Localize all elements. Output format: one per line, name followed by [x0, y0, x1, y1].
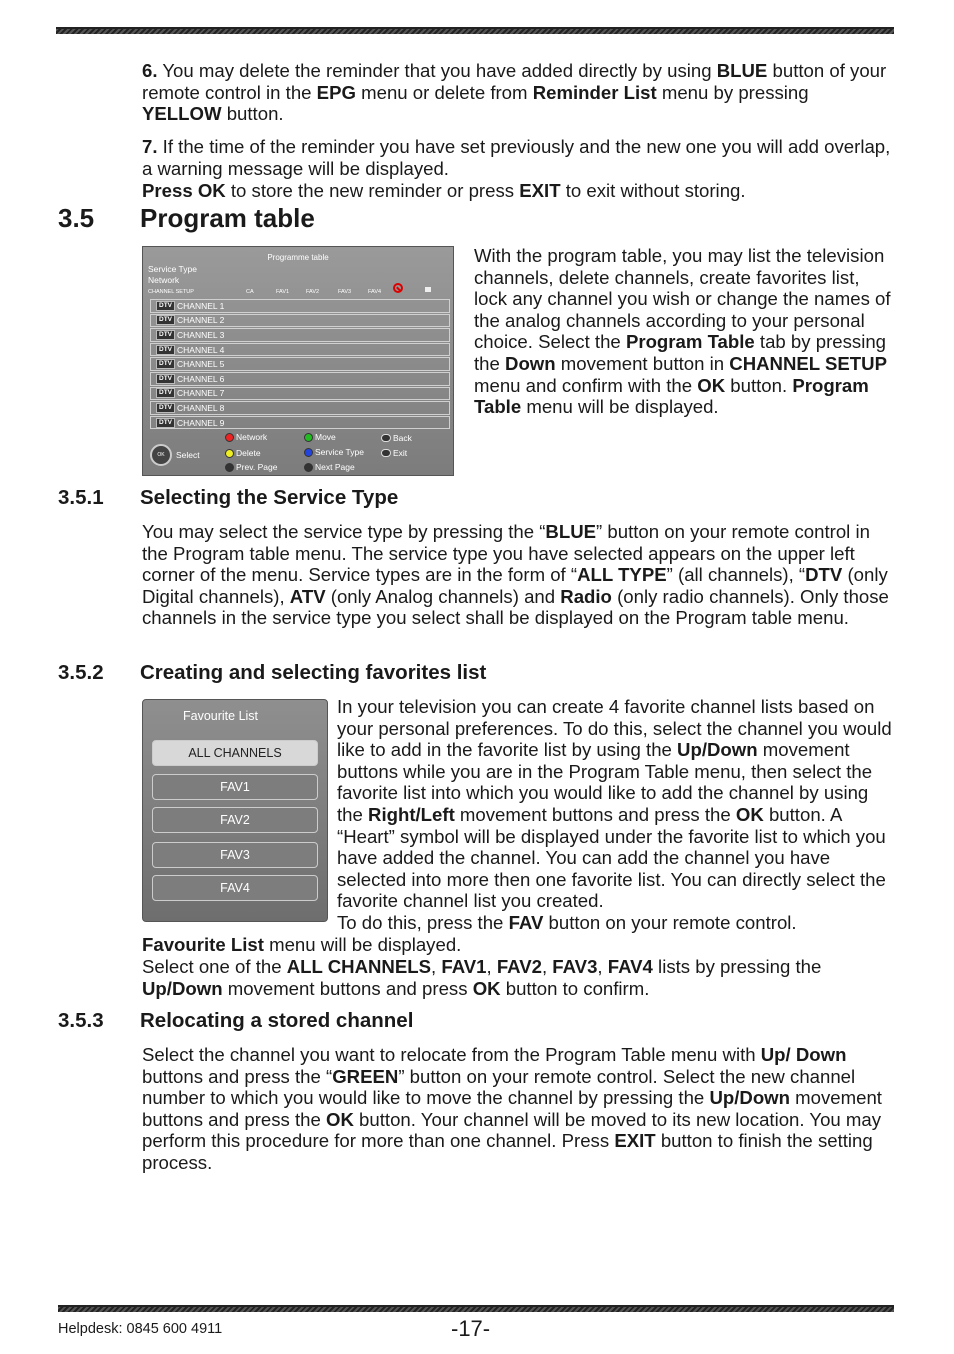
- text-run: EXIT: [614, 1130, 656, 1152]
- favorites-fav-button-text: [337, 912, 893, 934]
- lock-icon: [425, 287, 431, 292]
- dtv-badge: DTV: [156, 330, 175, 340]
- header-ca: CA: [246, 289, 254, 295]
- step-7: [142, 136, 892, 179]
- delete-mark-icon: [393, 283, 403, 293]
- text-run: button to confirm.: [500, 977, 650, 999]
- subsection-title-2: Creating and selecting favorites list: [140, 661, 487, 684]
- favorites-select-text: [142, 956, 892, 999]
- subsection-heading-3: [58, 1009, 413, 1033]
- bottom-rule: [58, 1305, 894, 1312]
- program-table-intro: [474, 245, 892, 418]
- text-run: movement buttons and press: [222, 977, 473, 999]
- header-fav2: FAV2: [306, 289, 320, 295]
- text-run: EPG: [316, 81, 356, 103]
- dtv-badge: DTV: [156, 388, 175, 398]
- text-run: OK: [735, 803, 764, 825]
- text-run: CHANNEL SETUP: [729, 352, 887, 374]
- text-run: movement buttons and press the: [454, 803, 736, 825]
- yellow-button-icon: [225, 449, 234, 458]
- subsection-number-3: 3.5.3: [58, 1009, 104, 1032]
- channel-name: CHANNEL 8: [177, 402, 225, 413]
- top-rule: [56, 27, 894, 34]
- text-run: ,: [597, 956, 608, 977]
- text-run: ,: [486, 956, 497, 977]
- fav-option-fav2: FAV2: [152, 807, 318, 833]
- text-run: BLUE: [716, 60, 768, 81]
- helpdesk: Helpdesk: 0845 600 4911: [58, 1321, 223, 1337]
- text-run: DTV: [805, 564, 843, 586]
- channel-row: [150, 328, 450, 342]
- program-table-title: Programme table: [267, 253, 329, 262]
- text-run: To do this, press the: [337, 912, 509, 933]
- text-run: ” button on your remote control. Select the new channel number to which you would like to move the channel by pressing the: [142, 1065, 856, 1109]
- text-run: button on your remote control.: [543, 912, 797, 933]
- text-run: Up/ Down: [760, 1044, 847, 1065]
- fav-option-fav3: FAV3: [152, 842, 318, 868]
- channel-name: CHANNEL 4: [177, 344, 225, 355]
- fav-option-fav4: FAV4: [152, 875, 318, 901]
- text-run: If the time of the reminder you have set previously and the new one you will add overlap, a warning message will be displayed.: [142, 136, 891, 179]
- channel-name: CHANNEL 7: [177, 388, 225, 399]
- text-run: Program Table: [625, 331, 755, 353]
- text-run: menu and confirm with the: [474, 374, 698, 396]
- section-number: 3.5: [58, 203, 95, 233]
- text-run: Up/Down: [142, 977, 223, 999]
- text-run: button to finish the setting process.: [142, 1130, 873, 1173]
- service-type-text: [142, 521, 892, 629]
- fav-option-fav1: FAV1: [152, 774, 318, 800]
- text-run: Reminder List: [532, 81, 657, 103]
- favorites-menu-displayed-text: [142, 934, 892, 956]
- legend-prev-page: Prev. Page: [236, 462, 278, 472]
- text-run: 6.: [142, 60, 158, 81]
- favourite-list-title: Favourite List: [183, 709, 259, 723]
- text-run: button of your remote control in the: [142, 60, 887, 103]
- channel-row: [150, 299, 450, 313]
- text-run: (only radio channels). Only those channels in the service type you select shall be displayed on the Program table menu.: [142, 585, 889, 629]
- dtv-badge: DTV: [156, 359, 175, 369]
- text-run: to store the new reminder or press: [225, 180, 520, 201]
- green-button-icon: [304, 433, 313, 442]
- channel-name: CHANNEL 5: [177, 359, 225, 370]
- text-run: button.: [221, 103, 284, 125]
- subsection-title-3: Relocating a stored channel: [140, 1009, 414, 1032]
- channel-name: CHANNEL 1: [177, 300, 225, 311]
- text-run: FAV1: [441, 956, 487, 977]
- text-run: You may delete the reminder that you have added directly by using: [157, 60, 717, 81]
- text-run: Up/Down: [709, 1087, 790, 1109]
- text-run: ,: [431, 956, 442, 977]
- text-run: (only Analog channels) and: [325, 585, 561, 607]
- text-run: EXIT: [519, 180, 561, 201]
- text-run: OK: [472, 977, 501, 999]
- channel-row: [150, 357, 450, 371]
- channel-row: [150, 372, 450, 386]
- text-run: Select one of the: [142, 956, 287, 977]
- legend-exit: Exit: [393, 448, 408, 458]
- legend-back: Back: [393, 433, 412, 443]
- header-fav4: FAV4: [368, 289, 382, 295]
- dtv-badge: DTV: [156, 374, 175, 384]
- text-run: ATV: [289, 585, 326, 607]
- text-run: tab by pressing the: [474, 331, 887, 374]
- text-run: menu will be displayed.: [521, 396, 719, 418]
- text-run: Program Table: [474, 374, 869, 418]
- text-run: With the program table, you may list the television channels, delete channels, create favorites list, lock any channel you wish or change the names of the analog channels according to your personal choice. Select the: [474, 245, 891, 353]
- text-run: Up/Down: [677, 739, 758, 761]
- text-run: buttons and press the “: [142, 1065, 333, 1087]
- channel-row: [150, 314, 450, 328]
- text-run: menu by pressing: [656, 81, 809, 103]
- favourite-list-screenshot: [142, 699, 328, 922]
- header-fav1: FAV1: [276, 289, 290, 295]
- subsection-title-1: Selecting the Service Type: [140, 486, 399, 509]
- text-run: Press OK: [142, 180, 226, 201]
- channel-name: CHANNEL 2: [177, 315, 225, 326]
- fav-option-all-channels: ALL CHANNELS: [152, 740, 318, 766]
- text-run: 7.: [142, 136, 158, 157]
- text-run: (only Digital channels),: [142, 564, 888, 607]
- text-run: ” (all channels), “: [666, 564, 806, 586]
- exit-button-icon: [381, 449, 391, 457]
- text-run: GREEN: [332, 1065, 399, 1087]
- text-run: movement buttons and press the: [142, 1087, 882, 1130]
- channel-row: [150, 401, 450, 415]
- channel-name: CHANNEL 9: [177, 417, 225, 428]
- channel-name: CHANNEL 3: [177, 329, 225, 340]
- page-number: -17-: [451, 1316, 491, 1341]
- dtv-badge: DTV: [156, 315, 175, 325]
- favorites-text: [337, 696, 893, 912]
- text-run: to exit without storing.: [560, 180, 746, 201]
- text-run: movement button in: [555, 352, 730, 374]
- header-fav3: FAV3: [338, 289, 352, 295]
- text-run: menu or delete from: [355, 81, 533, 103]
- text-run: FAV2: [496, 956, 542, 977]
- dtv-badge: DTV: [156, 345, 175, 355]
- channel-name: CHANNEL 6: [177, 373, 225, 384]
- red-button-icon: [225, 433, 234, 442]
- text-run: Favourite List: [142, 934, 264, 955]
- text-run: In your television you can create 4 favorite channel lists based on your personal preferences. To do this, select the channel you would like to add in the favorite list by using the: [337, 696, 892, 761]
- legend-service-type: Service Type: [315, 447, 364, 457]
- service-type-label: Service Type: [148, 264, 197, 274]
- dtv-badge: DTV: [156, 301, 175, 311]
- text-run: OK: [326, 1108, 354, 1130]
- text-run: FAV4: [607, 956, 653, 977]
- text-run: button. A “Heart” symbol will be displayed under the favorite list to which you have added the channel. You can add the channel you have selected into more then one favorite list. You can directly select the favorite channel list you created.: [337, 803, 886, 912]
- text-run: Select the channel you want to relocate from the Program Table menu with: [142, 1044, 761, 1065]
- text-run: BLUE: [545, 521, 597, 542]
- program-table-screenshot: [142, 246, 454, 476]
- text-run: FAV3: [552, 956, 598, 977]
- text-run: ,: [541, 956, 553, 977]
- legend-select: Select: [176, 450, 200, 460]
- section-heading: [58, 203, 315, 234]
- channel-row: [150, 343, 450, 357]
- network-label: Network: [148, 275, 180, 285]
- header-channel-setup: CHANNEL SETUP: [148, 289, 194, 295]
- channel-row: [150, 416, 450, 430]
- subsection-heading-1: [58, 486, 398, 510]
- text-run: Right/Left: [368, 803, 455, 825]
- relocate-text: [142, 1044, 892, 1174]
- dtv-badge: DTV: [156, 403, 175, 413]
- subsection-number-1: 3.5.1: [58, 486, 104, 509]
- subsection-heading-2: [58, 661, 486, 685]
- text-run: button.: [725, 374, 793, 396]
- text-run: YELLOW: [142, 103, 222, 125]
- text-run: You may select the service type by pressing the “: [142, 521, 546, 542]
- legend-move: Move: [315, 432, 336, 442]
- legend-next-page: Next Page: [315, 462, 355, 472]
- text-run: Radio: [560, 585, 612, 607]
- channel-list: [150, 299, 450, 430]
- text-run: ” button on your remote control in the Program table menu. The service type you have selected appears on the upper left corner of the menu. Service types are in the form of “: [142, 521, 870, 586]
- text-run: button. Your channel will be moved to its new location. You may perform this procedure for more than one channel. Press: [142, 1108, 882, 1152]
- channel-row: [150, 387, 450, 401]
- text-run: Down: [505, 352, 556, 374]
- text-run: ALL TYPE: [577, 564, 667, 586]
- step-7-press-ok: [142, 180, 892, 202]
- ok-button-icon: OK: [150, 444, 172, 466]
- subsection-number-2: 3.5.2: [58, 661, 104, 684]
- legend-delete: Delete: [236, 448, 261, 458]
- text-run: ALL CHANNELS: [286, 956, 432, 977]
- step-6: [142, 60, 892, 125]
- blue-button-icon: [304, 448, 313, 457]
- text-run: OK: [697, 374, 726, 396]
- text-run: movement buttons while you are in the Program Table menu, then select the favorite list into which you would like to add the channel by using the: [337, 739, 873, 825]
- text-run: FAV: [508, 912, 544, 933]
- section-title: Program table: [140, 203, 315, 233]
- dtv-badge: DTV: [156, 418, 175, 428]
- prev-page-icon: [225, 463, 234, 472]
- legend-network: Network: [236, 432, 268, 442]
- back-button-icon: [381, 434, 391, 442]
- text-run: menu will be displayed.: [263, 934, 462, 955]
- next-page-icon: [304, 463, 313, 472]
- text-run: lists by pressing the: [652, 956, 822, 977]
